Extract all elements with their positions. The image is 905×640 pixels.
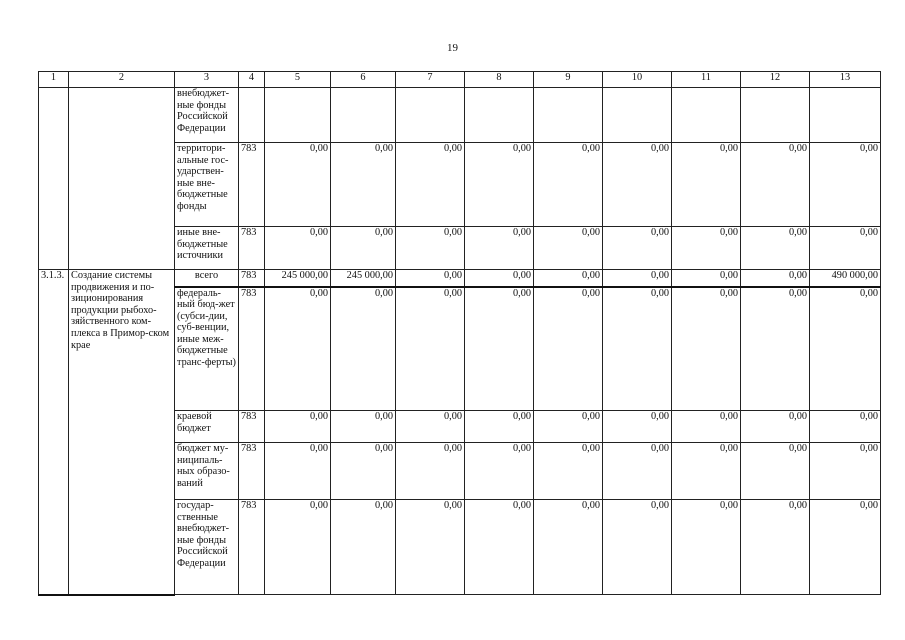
value-cell: 0,00 (331, 411, 396, 443)
value-cell: 0,00 (810, 443, 881, 500)
value-cell: 245 000,00 (265, 270, 331, 287)
source-cell: всего (175, 270, 239, 287)
value-cell: 0,00 (810, 287, 881, 411)
header-cell: 13 (810, 72, 881, 88)
value-cell: 0,00 (603, 500, 672, 595)
value-cell: 0,00 (396, 227, 465, 270)
value-cell: 0,00 (534, 411, 603, 443)
header-cell: 7 (396, 72, 465, 88)
value-cell: 0,00 (741, 500, 810, 595)
value-cell: 0,00 (810, 500, 881, 595)
value-cell: 0,00 (672, 287, 741, 411)
code-cell: 783 (239, 411, 265, 443)
budget-table (38, 71, 881, 596)
code-cell: 783 (239, 500, 265, 595)
item-number: 3.1.3. (39, 270, 69, 595)
header-cell: 8 (465, 72, 534, 88)
source-cell: краевой бюджет (175, 411, 239, 443)
table-row (39, 88, 881, 143)
value-cell: 0,00 (331, 500, 396, 595)
value-cell: 0,00 (265, 227, 331, 270)
value-cell: 0,00 (265, 443, 331, 500)
header-cell: 3 (175, 72, 239, 88)
value-cell: 0,00 (603, 143, 672, 227)
value-cell: 0,00 (534, 443, 603, 500)
value-cell (465, 88, 534, 143)
value-cell: 0,00 (265, 143, 331, 227)
value-cell (265, 88, 331, 143)
value-cell (396, 88, 465, 143)
header-cell: 5 (265, 72, 331, 88)
value-cell: 0,00 (265, 500, 331, 595)
header-cell: 1 (39, 72, 69, 88)
value-cell (603, 88, 672, 143)
value-cell: 0,00 (741, 270, 810, 287)
value-cell: 0,00 (741, 287, 810, 411)
value-cell: 0,00 (465, 411, 534, 443)
value-cell: 0,00 (396, 443, 465, 500)
value-cell: 0,00 (672, 443, 741, 500)
value-cell: 0,00 (265, 287, 331, 411)
value-cell: 0,00 (603, 287, 672, 411)
value-cell: 0,00 (465, 270, 534, 287)
value-cell (534, 88, 603, 143)
value-cell: 0,00 (396, 411, 465, 443)
empty-cell (69, 88, 175, 270)
source-cell: территори-альные гос-ударствен-ные вне-бюджетные фонды (175, 143, 239, 227)
value-cell: 0,00 (534, 227, 603, 270)
code-cell: 783 (239, 227, 265, 270)
value-cell: 0,00 (534, 500, 603, 595)
value-cell: 490 000,00 (810, 270, 881, 287)
value-cell: 0,00 (331, 227, 396, 270)
value-cell: 0,00 (534, 287, 603, 411)
value-cell (741, 88, 810, 143)
value-cell: 0,00 (331, 443, 396, 500)
source-cell: государ-ственные внебюджет-ные фонды Российской Федерации (175, 500, 239, 595)
code-cell: 783 (239, 287, 265, 411)
value-cell: 0,00 (741, 143, 810, 227)
value-cell: 0,00 (672, 411, 741, 443)
value-cell: 0,00 (331, 287, 396, 411)
value-cell: 0,00 (465, 500, 534, 595)
table-row (39, 270, 881, 287)
source-cell: бюджет му-ниципаль-ных образо-ваний (175, 443, 239, 500)
header-cell: 10 (603, 72, 672, 88)
source-cell: внебюджет-ные фонды Российской Федерации (175, 88, 239, 143)
header-cell: 11 (672, 72, 741, 88)
value-cell: 0,00 (810, 143, 881, 227)
value-cell: 0,00 (603, 227, 672, 270)
value-cell: 0,00 (265, 411, 331, 443)
header-cell: 2 (69, 72, 175, 88)
header-cell: 9 (534, 72, 603, 88)
value-cell: 0,00 (672, 500, 741, 595)
value-cell: 0,00 (396, 500, 465, 595)
header-row (39, 72, 881, 88)
value-cell: 0,00 (465, 287, 534, 411)
value-cell: 0,00 (810, 411, 881, 443)
value-cell: 0,00 (603, 443, 672, 500)
value-cell: 0,00 (396, 270, 465, 287)
code-cell (239, 88, 265, 143)
source-cell: федераль-ный бюд-жет (субси-дии, суб-венции, иные меж-бюджетные транс-ферты) (175, 287, 239, 411)
value-cell: 0,00 (396, 287, 465, 411)
value-cell: 0,00 (465, 227, 534, 270)
empty-cell (39, 88, 69, 270)
value-cell: 0,00 (672, 143, 741, 227)
value-cell: 0,00 (741, 227, 810, 270)
value-cell: 0,00 (396, 143, 465, 227)
page-number: 19 (447, 42, 458, 54)
code-cell: 783 (239, 143, 265, 227)
header-cell: 4 (239, 72, 265, 88)
value-cell: 245 000,00 (331, 270, 396, 287)
header-cell: 12 (741, 72, 810, 88)
value-cell: 0,00 (603, 411, 672, 443)
code-cell: 783 (239, 443, 265, 500)
header-cell: 6 (331, 72, 396, 88)
value-cell: 0,00 (672, 270, 741, 287)
value-cell (672, 88, 741, 143)
value-cell: 0,00 (534, 143, 603, 227)
value-cell (331, 88, 396, 143)
code-cell: 783 (239, 270, 265, 287)
value-cell: 0,00 (741, 443, 810, 500)
value-cell: 0,00 (465, 143, 534, 227)
value-cell: 0,00 (331, 143, 396, 227)
value-cell: 0,00 (465, 443, 534, 500)
value-cell: 0,00 (672, 227, 741, 270)
source-cell: иные вне-бюджетные источники (175, 227, 239, 270)
value-cell: 0,00 (741, 411, 810, 443)
item-name: Создание системы продвижения и по-зиционирования продукции рыбохо-зяйственного ком-плекса в Примор-ском крае (69, 270, 175, 595)
value-cell: 0,00 (810, 227, 881, 270)
value-cell: 0,00 (534, 270, 603, 287)
value-cell: 0,00 (603, 270, 672, 287)
value-cell (810, 88, 881, 143)
